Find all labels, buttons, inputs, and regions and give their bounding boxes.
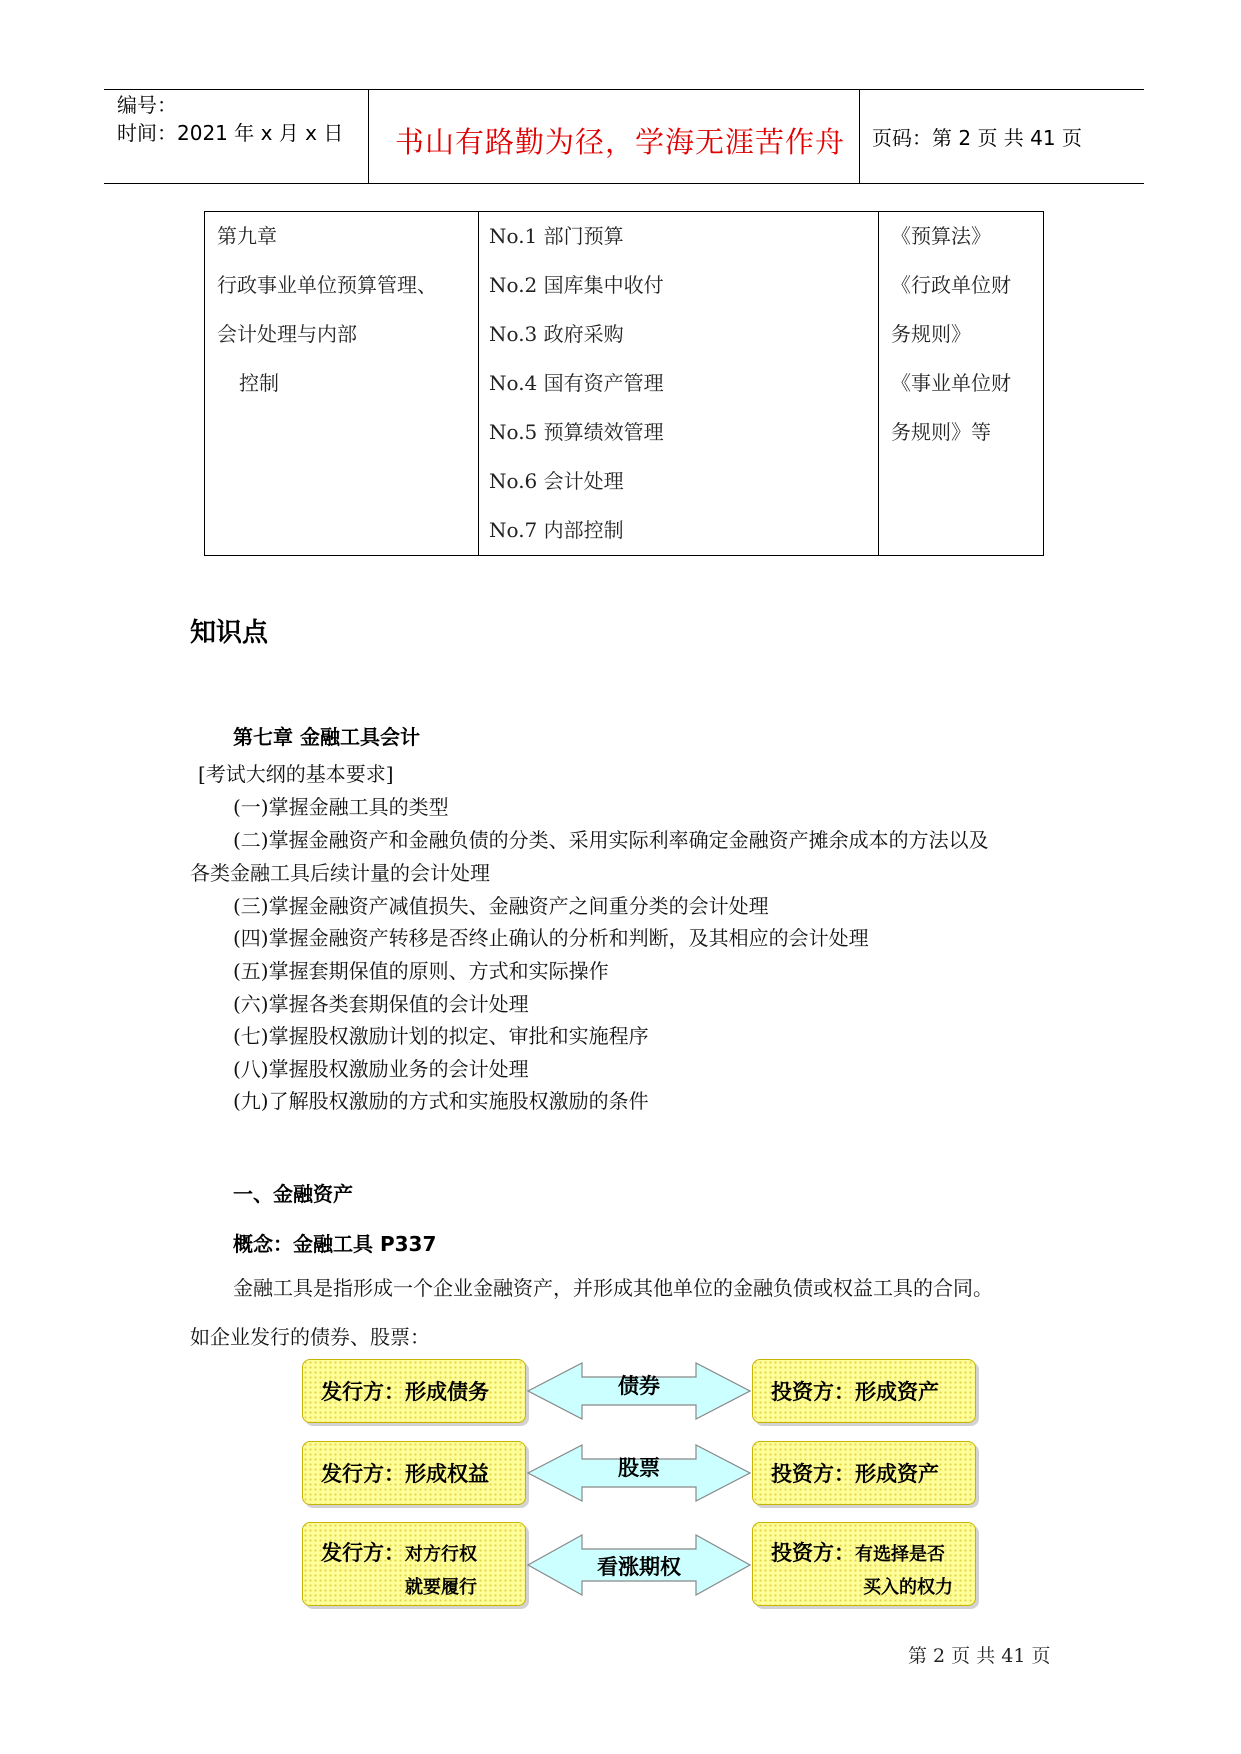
center-label-bond: 债券: [618, 1374, 660, 1398]
issuer-box-stock: [302, 1441, 526, 1505]
outline-item: (二)掌握金融资产和金融负债的分类、采用实际利率确定金融资产摊余成本的方法以及: [233, 828, 989, 852]
outline-item: (五)掌握套期保值的原则、方式和实际操作: [233, 959, 609, 983]
table-divider-2: [878, 212, 879, 555]
cell-line: No.1 部门预算: [489, 224, 624, 248]
box-label: 发行方：形成权益: [321, 1462, 489, 1486]
header-divider-left: [368, 90, 369, 184]
outline-item: (七)掌握股权激励计划的拟定、审批和实施程序: [233, 1024, 649, 1048]
table-cell-chapter: [217, 212, 437, 408]
table-cell-regulations: [891, 212, 1011, 457]
outline-item: (九)了解股权激励的方式和实施股权激励的条件: [233, 1089, 649, 1113]
box-sublabel: 买入的权力: [863, 1577, 953, 1598]
page-footer: 第 2 页 共 41 页: [908, 1645, 1051, 1667]
box-sublabel: 就要履行: [405, 1577, 477, 1598]
concept-heading: 概念：金融工具 P337: [233, 1232, 437, 1256]
header-top-rule: [104, 89, 1144, 90]
cell-line: 务规则》等: [891, 420, 991, 444]
header-number: 编号：: [117, 93, 177, 117]
cell-line: 《行政单位财: [891, 273, 1011, 297]
center-label-option: 看涨期权: [597, 1555, 681, 1579]
box-label: 投资方：形成资产: [771, 1380, 939, 1404]
outline-item: (八)掌握股权激励业务的会计处理: [233, 1057, 529, 1081]
cell-line: 《预算法》: [891, 224, 991, 248]
box-label: 发行方：: [321, 1541, 405, 1565]
box-label: 投资方：: [771, 1541, 855, 1565]
cell-line: 控制: [239, 371, 279, 395]
table-divider-1: [478, 212, 479, 555]
box-label: 投资方：形成资产: [771, 1462, 939, 1486]
issuer-box-bond: [302, 1359, 526, 1423]
box-sublabel: 有选择是否: [855, 1544, 945, 1565]
chapter-table: [204, 211, 1044, 556]
cell-line: No.5 预算绩效管理: [489, 420, 664, 444]
cell-line: No.7 内部控制: [489, 518, 624, 542]
issuer-box-option: [302, 1522, 526, 1606]
cell-line: No.4 国有资产管理: [489, 371, 664, 395]
outline-item: (六)掌握各类套期保值的会计处理: [233, 992, 529, 1016]
chapter-title: 第七章 金融工具会计: [233, 725, 420, 749]
center-label-stock: 股票: [618, 1456, 660, 1480]
table-cell-topics: [489, 212, 664, 555]
box-sublabel: 对方行权: [405, 1544, 477, 1565]
cell-line: 行政事业单位预算管理、: [217, 273, 437, 297]
cell-line: No.2 国库集中收付: [489, 273, 664, 297]
cell-line: 会计处理与内部: [217, 322, 357, 346]
section1-title: 一、金融资产: [233, 1182, 353, 1206]
header-divider-right: [859, 90, 860, 184]
cell-line: 《事业单位财: [891, 371, 1011, 395]
outline-item: (四)掌握金融资产转移是否终止确认的分析和判断，及其相应的会计处理: [233, 926, 869, 950]
outline-item: 各类金融工具后续计量的会计处理: [190, 861, 490, 885]
exam-outline-label: [考试大纲的基本要求]: [198, 762, 394, 786]
header-motto: 书山有路勤为径，学海无涯苦作舟: [395, 125, 846, 159]
investor-box-option: [752, 1522, 976, 1606]
outline-item: (一)掌握金融工具的类型: [233, 795, 449, 819]
cell-line: 第九章: [217, 224, 277, 248]
investor-box-stock: [752, 1441, 976, 1505]
header-time: 时间：2021 年 x 月 x 日: [117, 121, 344, 145]
cell-line: No.3 政府采购: [489, 322, 624, 346]
cell-line: 务规则》: [891, 322, 971, 346]
outline-item: (三)掌握金融资产减值损失、金融资产之间重分类的会计处理: [233, 894, 769, 918]
section-title: 知识点: [190, 618, 269, 648]
investor-box-bond: [752, 1359, 976, 1423]
header-page: 页码：第 2 页 共 41 页: [872, 126, 1082, 150]
definition-line-1: 金融工具是指形成一个企业金融资产，并形成其他单位的金融负债或权益工具的合同。: [233, 1276, 993, 1300]
cell-line: No.6 会计处理: [489, 469, 624, 493]
box-label: 发行方：形成债务: [321, 1380, 489, 1404]
header-bottom-rule: [104, 183, 1144, 184]
definition-line-2: 如企业发行的债券、股票：: [190, 1325, 430, 1349]
